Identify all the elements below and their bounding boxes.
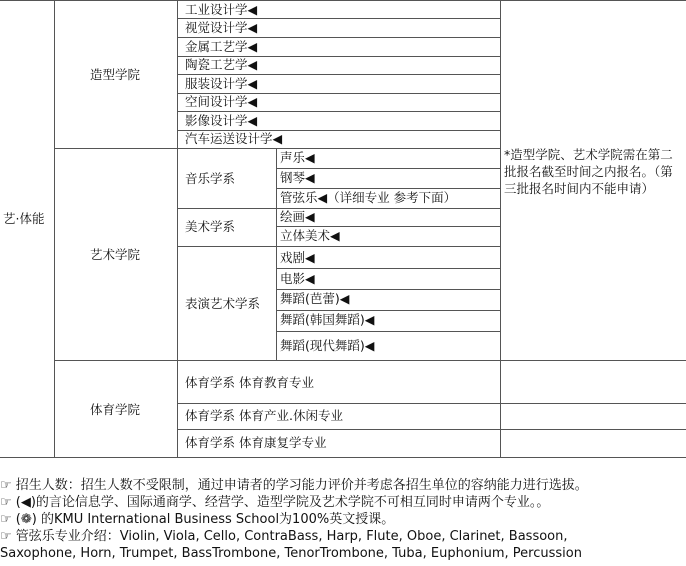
- major-item: 视觉设计学◀: [185, 20, 258, 35]
- major-item: 舞蹈(芭蕾)◀: [280, 291, 350, 306]
- note-line: ☞ 招生人数：招生人数不受限制，通过申请者的学习能力评价并考虑各招生单位的容纳能力进行选拔。: [0, 478, 588, 493]
- college-name: 体育学院: [90, 402, 141, 417]
- major-item: 体育学系 体育康复学专业: [185, 435, 327, 450]
- note-line: Saxophone, Horn, Trumpet, BassTrombone, TenorTrombone, Tuba, Euphonium, Percussion: [0, 546, 582, 561]
- major-item: 电影◀: [280, 271, 315, 286]
- major-item: 管弦乐◀（详细专业 参考下面）: [280, 190, 457, 205]
- major-item: 陶瓷工艺学◀: [185, 57, 258, 72]
- department-name: 音乐学系: [185, 171, 236, 186]
- major-item: 声乐◀: [280, 150, 315, 165]
- major-item: 体育学系 体育教育专业: [185, 375, 314, 390]
- college-name: 艺术学院: [90, 247, 141, 262]
- major-item: 汽车运送设计学◀: [185, 131, 283, 146]
- major-item: 舞蹈(现代舞蹈)◀: [280, 338, 375, 353]
- major-item: 戏剧◀: [280, 250, 315, 265]
- major-item: 工业设计学◀: [185, 2, 258, 17]
- major-item: 绘画◀: [280, 209, 315, 224]
- note-line: ☞ (❁) 的KMU International Business School为100%英文授课。: [0, 512, 395, 527]
- major-item: 立体美术◀: [280, 228, 340, 243]
- major-item: 舞蹈(韩国舞蹈)◀: [280, 312, 375, 327]
- major-item: 体育学系 体育产业.休闲专业: [185, 408, 343, 423]
- college-name: 造型学院: [90, 67, 141, 82]
- application-remark: *造型学院、艺术学院需在第二批报名截至时间之内报名。（第三批报名时间内不能申请）: [504, 147, 673, 196]
- major-item: 金属工艺学◀: [185, 39, 258, 54]
- category-label: 艺·体能: [3, 211, 45, 226]
- major-item: 服装设计学◀: [185, 76, 258, 91]
- major-item: 钢琴◀: [280, 170, 315, 185]
- note-line: ☞ (◀)的言论信息学、国际通商学、经营学、造型学院及艺术学院不可相互同时申请两个专业。。: [0, 495, 550, 510]
- department-name: 美术学系: [185, 219, 236, 234]
- major-item: 空间设计学◀: [185, 94, 258, 109]
- note-line: ☞ 管弦乐专业介绍：Violin, Viola, Cello, ContraBass, Harp, Flute, Oboe, Clarinet, Bassoon,: [0, 529, 568, 544]
- major-item: 影像设计学◀: [185, 113, 258, 128]
- department-name: 表演艺术学系: [185, 296, 261, 311]
